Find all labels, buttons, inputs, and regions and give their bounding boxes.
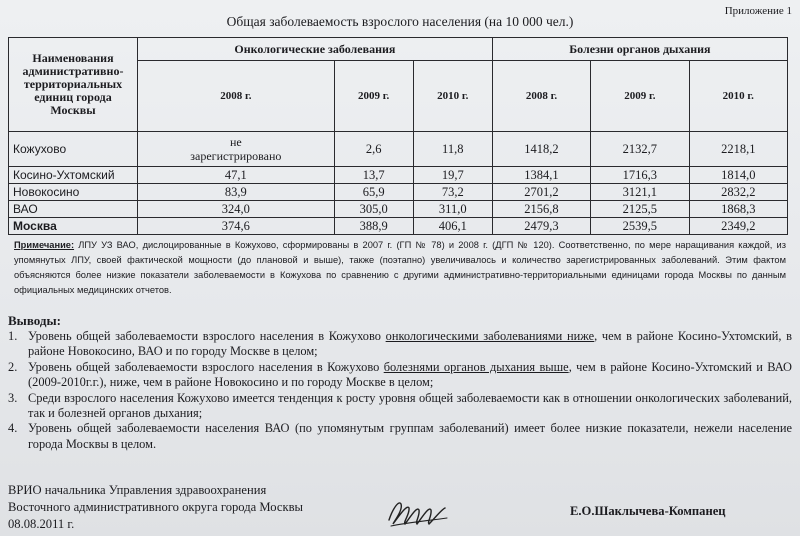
year-header: 2008 г. — [138, 61, 335, 132]
item-text: Уровень общей заболеваемости взрослого населения в Кожухово — [28, 329, 386, 343]
cell-value: 47,1 — [138, 167, 335, 184]
cell-value: 324,0 — [138, 201, 335, 218]
list-item — [8, 391, 792, 422]
item-emphasis: онкологическими заболеваниями ниже — [385, 329, 595, 343]
item-number: 3. — [8, 390, 18, 405]
row-header-line: Наименования — [32, 51, 114, 65]
cell-value: 406,1 — [413, 218, 492, 235]
table-note — [14, 238, 786, 298]
signatory-name: Е.О.Шаклычева-Компанец — [570, 504, 726, 518]
table-row — [9, 167, 788, 184]
list-item — [8, 360, 792, 391]
conclusions-list — [8, 329, 792, 452]
morbidity-table — [8, 37, 788, 235]
row-header-line: территориальных — [23, 77, 123, 91]
year-header: 2009 г. — [334, 61, 413, 132]
group-header-respiratory: Болезни органов дыхания — [492, 38, 787, 61]
cell-value: 1868,3 — [689, 201, 787, 218]
cell-value: 13,7 — [334, 167, 413, 184]
cell-value: 65,9 — [334, 184, 413, 201]
item-text: , чем в районе Косино-Ухтомский, в районе Новокосино, ВАО и по городу Москве в целом; — [28, 329, 793, 359]
district-name: Кожухово — [9, 132, 138, 167]
table-row — [9, 132, 788, 167]
note-text: ЛПУ УЗ ВАО, дислоцированные в Кожухово, сформированы в 2007 г. (ГП № 78) и 2008 г. (ДГП № 120). Соответственно, по мере наращивания каждой, из упомянутых ЛПУ, своей фактической мощности (до плановой и выше), также (поэтапно) увеличивалось и количество зарегистрированных заболеваний. Этим фактом объясняются более низкие показатели заболеваемости в Кожухова по сравнению с другими административно-территориальными единицами города Москвы по данным официальных медицинских отчетов. — [14, 240, 786, 295]
cell-value: 2156,8 — [492, 201, 590, 218]
cell-value: 73,2 — [413, 184, 492, 201]
cell-value: 2539,5 — [591, 218, 689, 235]
cell-value: 1418,2 — [492, 132, 590, 167]
document-title: Общая заболеваемость взрослого населения (на 10 000 чел.) — [226, 14, 574, 29]
row-header-line: единиц города — [34, 90, 112, 104]
item-number: 1. — [8, 329, 18, 343]
district-name: Новокосино — [9, 184, 138, 201]
cell-value: 2479,3 — [492, 218, 590, 235]
item-text: Среди взрослого населения Кожухово имеется тенденция к росту уровня общей заболеваемости как в отношении онкологических заболеваний, так и болезней органов дыхания; — [28, 390, 792, 421]
cell-value: 83,9 — [138, 184, 335, 201]
cell-value: 11,8 — [413, 132, 492, 167]
cell-value: 1716,3 — [591, 167, 689, 184]
district-name: Москва — [9, 218, 138, 235]
table-row — [9, 184, 788, 201]
conclusions-heading: Выводы: — [8, 313, 61, 328]
item-text: Уровень общей заболеваемости взрослого населения в Кожухово — [28, 359, 384, 374]
appendix-label: Приложение 1 — [724, 5, 792, 17]
cell-value: 19,7 — [413, 167, 492, 184]
list-item — [8, 329, 792, 360]
district-name: Косино-Ухтомский — [9, 167, 138, 184]
district-name: ВАО — [9, 201, 138, 218]
not-registered-text: не — [229, 135, 242, 149]
year-header: 2008 г. — [492, 61, 590, 132]
cell-value: 305,0 — [334, 201, 413, 218]
handwritten-signature — [385, 490, 455, 532]
cell-value: 1814,0 — [689, 167, 787, 184]
row-header-cell — [9, 38, 138, 132]
note-label: Примечание: — [14, 240, 75, 250]
cell-value: 2349,2 — [689, 218, 787, 235]
group-header-oncology: Онкологические заболевания — [138, 38, 493, 61]
row-header-line: административно- — [22, 64, 124, 78]
year-header: 2010 г. — [413, 61, 492, 132]
cell-value: 2132,7 — [591, 132, 689, 167]
item-emphasis: болезнями органов дыхания выше — [383, 359, 569, 374]
not-registered-text: зарегистрировано — [190, 149, 282, 163]
item-text: , чем в районе Косино-Ухтомский и ВАО (2009-2010г.г.), ниже, чем в районе Новокосино и по городу Москве в целом; — [28, 359, 793, 390]
cell-value: 2,6 — [334, 132, 413, 167]
cell-value: 374,6 — [138, 218, 335, 235]
item-number: 4. — [8, 421, 18, 436]
cell-value: 2701,2 — [492, 184, 590, 201]
row-header-line: Москвы — [50, 103, 96, 117]
signatory-block — [8, 482, 303, 533]
cell-value: 2832,2 — [689, 184, 787, 201]
cell-value — [138, 132, 335, 167]
cell-value: 311,0 — [413, 201, 492, 218]
year-header: 2009 г. — [591, 61, 689, 132]
item-text: Уровень общей заболеваемости населения ВАО (по упомянутым группам заболеваний) имеет более низкие показатели, нежели население города Москвы в целом. — [28, 421, 792, 451]
cell-value: 1384,1 — [492, 167, 590, 184]
item-number: 2. — [8, 359, 18, 374]
cell-value: 388,9 — [334, 218, 413, 235]
list-item — [8, 421, 792, 452]
document-date: 08.08.2011 г. — [8, 517, 75, 531]
cell-value: 3121,1 — [591, 184, 689, 201]
signatory-position: Восточного административного округа города Москвы — [8, 500, 303, 514]
table-row — [9, 201, 788, 218]
signatory-position: ВРИО начальника Управления здравоохранения — [8, 483, 267, 497]
cell-value: 2218,1 — [689, 132, 787, 167]
cell-value: 2125,5 — [591, 201, 689, 218]
year-header: 2010 г. — [689, 61, 787, 132]
table-row — [9, 218, 788, 235]
